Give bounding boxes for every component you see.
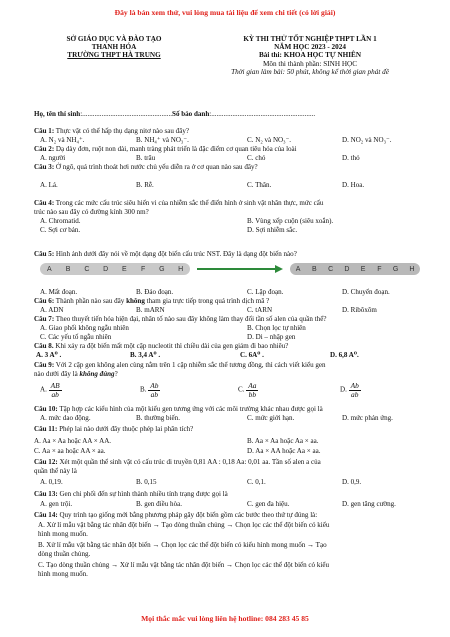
option-a[interactable]: A. Mất đoạn. (40, 288, 78, 296)
option-c[interactable] (238, 382, 258, 398)
option-a[interactable]: A. gen trội. (40, 500, 73, 508)
question-number: Câu 14: (34, 511, 58, 519)
question-6 (34, 297, 430, 306)
gene-segment: C (84, 265, 90, 273)
gene-segment: B (65, 265, 71, 273)
question-text: Theo thuyết tiến hóa hiện đại, nhân tố nào sau đây không làm thay đổi tần số alen của quần thể? (54, 315, 327, 323)
preview-banner: Đây là bản xem thử, vui lòng mua tài liệu để xem chi tiết (có lời giải) (114, 8, 336, 17)
question-text: Hình ảnh dưới đây nói về một dạng đột biến cấu trúc NST. Đây là dạng đột biến nào? (54, 250, 297, 258)
question-text: Phép lai nào dưới đây thuộc phép lai phân tích? (57, 425, 194, 433)
question-5 (34, 250, 430, 259)
genotype-bottom: bb (248, 389, 257, 399)
question-text: Ở ngô, quá trình thoát hơi nước chủ yếu diễn ra ở cơ quan nào sau đây? (54, 163, 258, 171)
question-text: Khi xảy ra đột biến mất một cặp nucleotit thì chiều dài của gen giảm đi bao nhiêu? (53, 342, 289, 350)
option-a[interactable]: A. Giao phối không ngẫu nhiên (40, 324, 129, 332)
gene-segment: E (122, 265, 127, 273)
option-b[interactable]: B. Chọn lọc tự nhiên (247, 324, 306, 332)
option-b-cont: dòng thuần chủng. (38, 550, 91, 558)
gene-segment: H (409, 265, 415, 273)
option-d[interactable]: D. Di – nhập gen (247, 333, 296, 341)
option-c[interactable]: C. N₂ và NO₃⁻. (247, 136, 292, 144)
question-text: nào dưới đây là (34, 370, 80, 378)
option-b[interactable]: B. Aa × Aa hoặc Aa × aa. (247, 437, 319, 445)
question-number: Câu 1: (34, 127, 55, 135)
candidate-id-field[interactable]: :........................................................... (209, 110, 316, 118)
option-b[interactable]: B. Xử lí mẫu vật bằng tác nhân đột biến → Chọn lọc các thể đột biến có kiểu hình mong muốn → Tạo (38, 541, 327, 549)
option-letter: A. (40, 385, 47, 394)
question-9 (34, 361, 430, 370)
question-10 (34, 405, 430, 414)
question-2 (34, 145, 430, 154)
exam-subject-group: Bài thi: KHOA HỌC TỰ NHIÊN (258, 51, 362, 60)
question-number: Câu 8. (34, 342, 54, 350)
candidate-id-label: Số báo danh (172, 110, 210, 118)
question-text: Thực vật có thể hấp thụ dạng nitơ nào sau đây? (54, 127, 189, 135)
question-text: Tập hợp các kiểu hình của một kiểu gen tương ứng với các môi trường khác nhau được gọi là (57, 405, 323, 413)
option-c[interactable]: C. Tạo dòng thuần chủng → Xử lí mẫu vật bằng tác nhân đột biến → Chọn lọc các thể đột biến có kiểu (38, 561, 329, 569)
genotype-top: Ab (150, 381, 159, 390)
gene-segment: G (392, 265, 399, 273)
option-d[interactable]: D. Chuyển đoạn. (342, 288, 390, 296)
option-d[interactable]: D. Aa × AA hoặc Aa × aa. (247, 447, 321, 455)
question-number: Câu 11: (34, 425, 58, 433)
option-c[interactable]: C. chó (247, 154, 266, 162)
question-text: Trong các mức cấu trúc siêu hiển vi của nhiễm sắc thể điển hình ở sinh vật nhân thực, mức cấu (54, 199, 324, 207)
question-1 (34, 127, 430, 136)
option-d[interactable]: D. Sợi nhiễm sắc. (247, 226, 298, 234)
question-12 (34, 458, 430, 467)
option-a[interactable]: A. 0,19. (40, 478, 63, 486)
genotype-top: Ab (350, 381, 359, 390)
option-b[interactable]: B. 0,15 (136, 478, 157, 486)
option-a-cont: hình mong muốn. (38, 530, 88, 538)
option-c-cont: hình mong muốn. (38, 570, 88, 578)
option-b[interactable]: B. gen điều hòa. (136, 500, 182, 508)
school-name: TRƯỜNG THPT HÀ TRUNG (67, 51, 161, 60)
question-number: Câu 13: (34, 490, 58, 498)
option-a[interactable]: A. Chromatid. (40, 217, 81, 225)
gene-segment: A (47, 265, 52, 273)
question-9-cont (34, 370, 430, 379)
option-d[interactable]: D. mức phản ứng. (342, 414, 393, 422)
option-c[interactable]: C. Thân. (247, 181, 272, 189)
question-number: Câu 7: (34, 315, 55, 323)
question-11 (34, 425, 430, 434)
option-d[interactable]: D. NO₂ và NO₃⁻. (342, 136, 392, 144)
option-c[interactable]: C. tARN (247, 306, 273, 314)
option-c[interactable]: C. Lặp đoạn. (247, 288, 284, 296)
question-number: Câu 12: (34, 458, 58, 466)
chromosome-before (40, 263, 190, 275)
option-b[interactable]: B. 3,4 A⁰ . (130, 351, 161, 359)
option-letter: C. (238, 385, 245, 394)
question-number: Câu 4: (34, 199, 55, 207)
question-emphasis: không đúng (79, 370, 115, 378)
option-d[interactable]: D. gen tăng cường. (342, 500, 396, 508)
gene-segment: H (178, 265, 184, 273)
option-a[interactable]: A. mức dao động. (40, 414, 91, 422)
question-7 (34, 315, 430, 324)
question-3 (34, 163, 430, 172)
school-year: NĂM HỌC 2023 - 2024 (274, 43, 346, 52)
option-c[interactable]: C. gen đa hiệu. (247, 500, 290, 508)
question-text-end: tham gia trực tiếp trong quá trình dịch mã ? (144, 297, 270, 305)
option-b[interactable]: B. mARN (136, 306, 165, 314)
arrow-icon (195, 264, 285, 274)
genotype-bottom: ab (351, 389, 359, 399)
option-a[interactable]: A. Xử lí mẫu vật bằng tác nhân đột biến → Tạo dòng thuần chủng → Chọn lọc các thể đột biến có kiểu (38, 521, 330, 529)
option-c[interactable]: C. 0,1. (247, 478, 266, 486)
question-text: Xét một quần thể sinh vật có cấu trúc di truyền 0,81 AA : 0,18 Aa: 0,01 aa. Tần số alen a của (57, 458, 321, 466)
option-d[interactable]: D. Ribôxôm (342, 306, 377, 314)
gene-segment: G (159, 265, 165, 273)
option-c[interactable]: C. Aa × aa hoặc AA × aa. (34, 447, 106, 455)
option-d[interactable]: D. 6,8 A⁰. (330, 351, 359, 359)
question-text: Thành phần nào sau đây (54, 297, 127, 305)
candidate-name-field[interactable]: :................................................... (80, 110, 173, 118)
question-14 (34, 511, 430, 520)
option-b[interactable]: B. thường biến. (136, 414, 180, 422)
question-text-end: ? (114, 370, 118, 378)
chromosome-after (290, 263, 420, 275)
option-a[interactable]: A. người (40, 154, 66, 162)
question-number: Câu 2: (34, 145, 55, 153)
option-d[interactable]: D. 0,9. (342, 478, 362, 486)
hotline-banner: Mọi thắc mắc vui lòng liên hệ hotline: 084 283 45 85 (141, 614, 309, 623)
question-number: Câu 6: (34, 297, 55, 305)
option-b[interactable]: B. NH₄⁺ và NO₃⁻. (136, 136, 189, 144)
question-4 (34, 199, 430, 208)
department-name: SỞ GIÁO DỤC VÀ ĐÀO TẠO (66, 35, 162, 43)
question-8 (34, 342, 430, 351)
gene-segment: D (344, 265, 350, 273)
option-b[interactable] (140, 382, 160, 398)
option-b[interactable]: B. Rễ. (136, 181, 154, 189)
option-letter: B. (140, 385, 147, 394)
gene-segment: A (295, 265, 301, 273)
option-c[interactable]: C. Các yếu tố ngẫu nhiên (40, 333, 112, 341)
question-13 (34, 490, 430, 499)
option-letter: D. (340, 385, 347, 394)
question-number: Câu 9: (34, 361, 55, 369)
genotype-top: Aa (248, 381, 257, 390)
header-left (44, 35, 184, 60)
gene-segment: D (103, 265, 109, 273)
option-a[interactable]: A. 3 A⁰ . (36, 351, 62, 359)
candidate-line (34, 110, 434, 119)
question-text: Với 2 cặp gen không alen cùng nằm trên 1 cặp nhiễm sắc thể tương đồng, thì cách viết kiểu gen (54, 361, 326, 369)
gene-segment: B (312, 265, 317, 273)
option-d[interactable]: D. thỏ (342, 154, 360, 162)
option-b[interactable]: B. Đảo đoạn. (136, 288, 174, 296)
option-a[interactable] (40, 382, 62, 398)
question-text: Quy trình tạo giống mới bằng phương pháp gây đột biến gồm các bước theo thứ tự đúng là: (57, 511, 318, 519)
option-d[interactable]: D. Hoa. (342, 181, 365, 189)
question-12-cont: quần thể này là (34, 467, 77, 475)
province-name: THANH HÓA (91, 43, 137, 52)
candidate-name-label: Họ, tên thí sinh (34, 110, 81, 118)
question-text: Gen chi phối đến sự hình thành nhiều tính trạng được gọi là (57, 490, 228, 498)
option-a[interactable]: A. Lá. (40, 181, 58, 189)
exam-title: KỲ THI THỬ TỐT NGHIỆP THPT LẦN 1 (243, 35, 377, 43)
genotype-top: AB (50, 381, 60, 390)
question-number: Câu 3: (34, 163, 55, 171)
option-c[interactable]: C. 6A⁰ . (240, 351, 264, 359)
question-number: Câu 5: (34, 250, 55, 258)
exam-subject: Môn thi thành phần: SINH HỌC (262, 59, 358, 68)
header-right (210, 35, 410, 76)
option-a[interactable]: A. N₂ và NH₄⁺. (40, 136, 85, 144)
exam-duration: Thời gian làm bài: 50 phút, không kể thời gian phát đề (231, 67, 389, 76)
question-4-cont: trúc nào sau đây có đường kính 300 nm? (34, 208, 149, 216)
option-a[interactable]: A. Aa × Aa hoặc AA × AA. (34, 437, 112, 445)
option-b[interactable]: B. trâu (136, 154, 156, 162)
option-c[interactable]: C. Sợi cơ bản. (40, 226, 81, 234)
gene-segment: F (377, 265, 382, 273)
question-number: Câu 10: (34, 405, 58, 413)
option-c[interactable]: C. mức giới hạn. (247, 414, 295, 422)
gene-segment: F (140, 265, 146, 273)
gene-segment: E (360, 265, 366, 273)
option-b[interactable]: B. Vùng xếp cuộn (siêu xoắn). (247, 217, 334, 225)
gene-segment: C (328, 265, 334, 273)
genotype-bottom: ab (51, 389, 59, 399)
option-a[interactable]: A. ADN (40, 306, 64, 314)
option-d[interactable] (340, 382, 361, 398)
question-emphasis: không (126, 297, 145, 305)
q9-options (0, 382, 450, 402)
question-text: Dạ dày đơn, ruột non dài, manh tràng phát triển là đặc điểm cơ quan tiêu hóa của loài (54, 145, 297, 153)
genotype-bottom: ab (150, 389, 159, 399)
